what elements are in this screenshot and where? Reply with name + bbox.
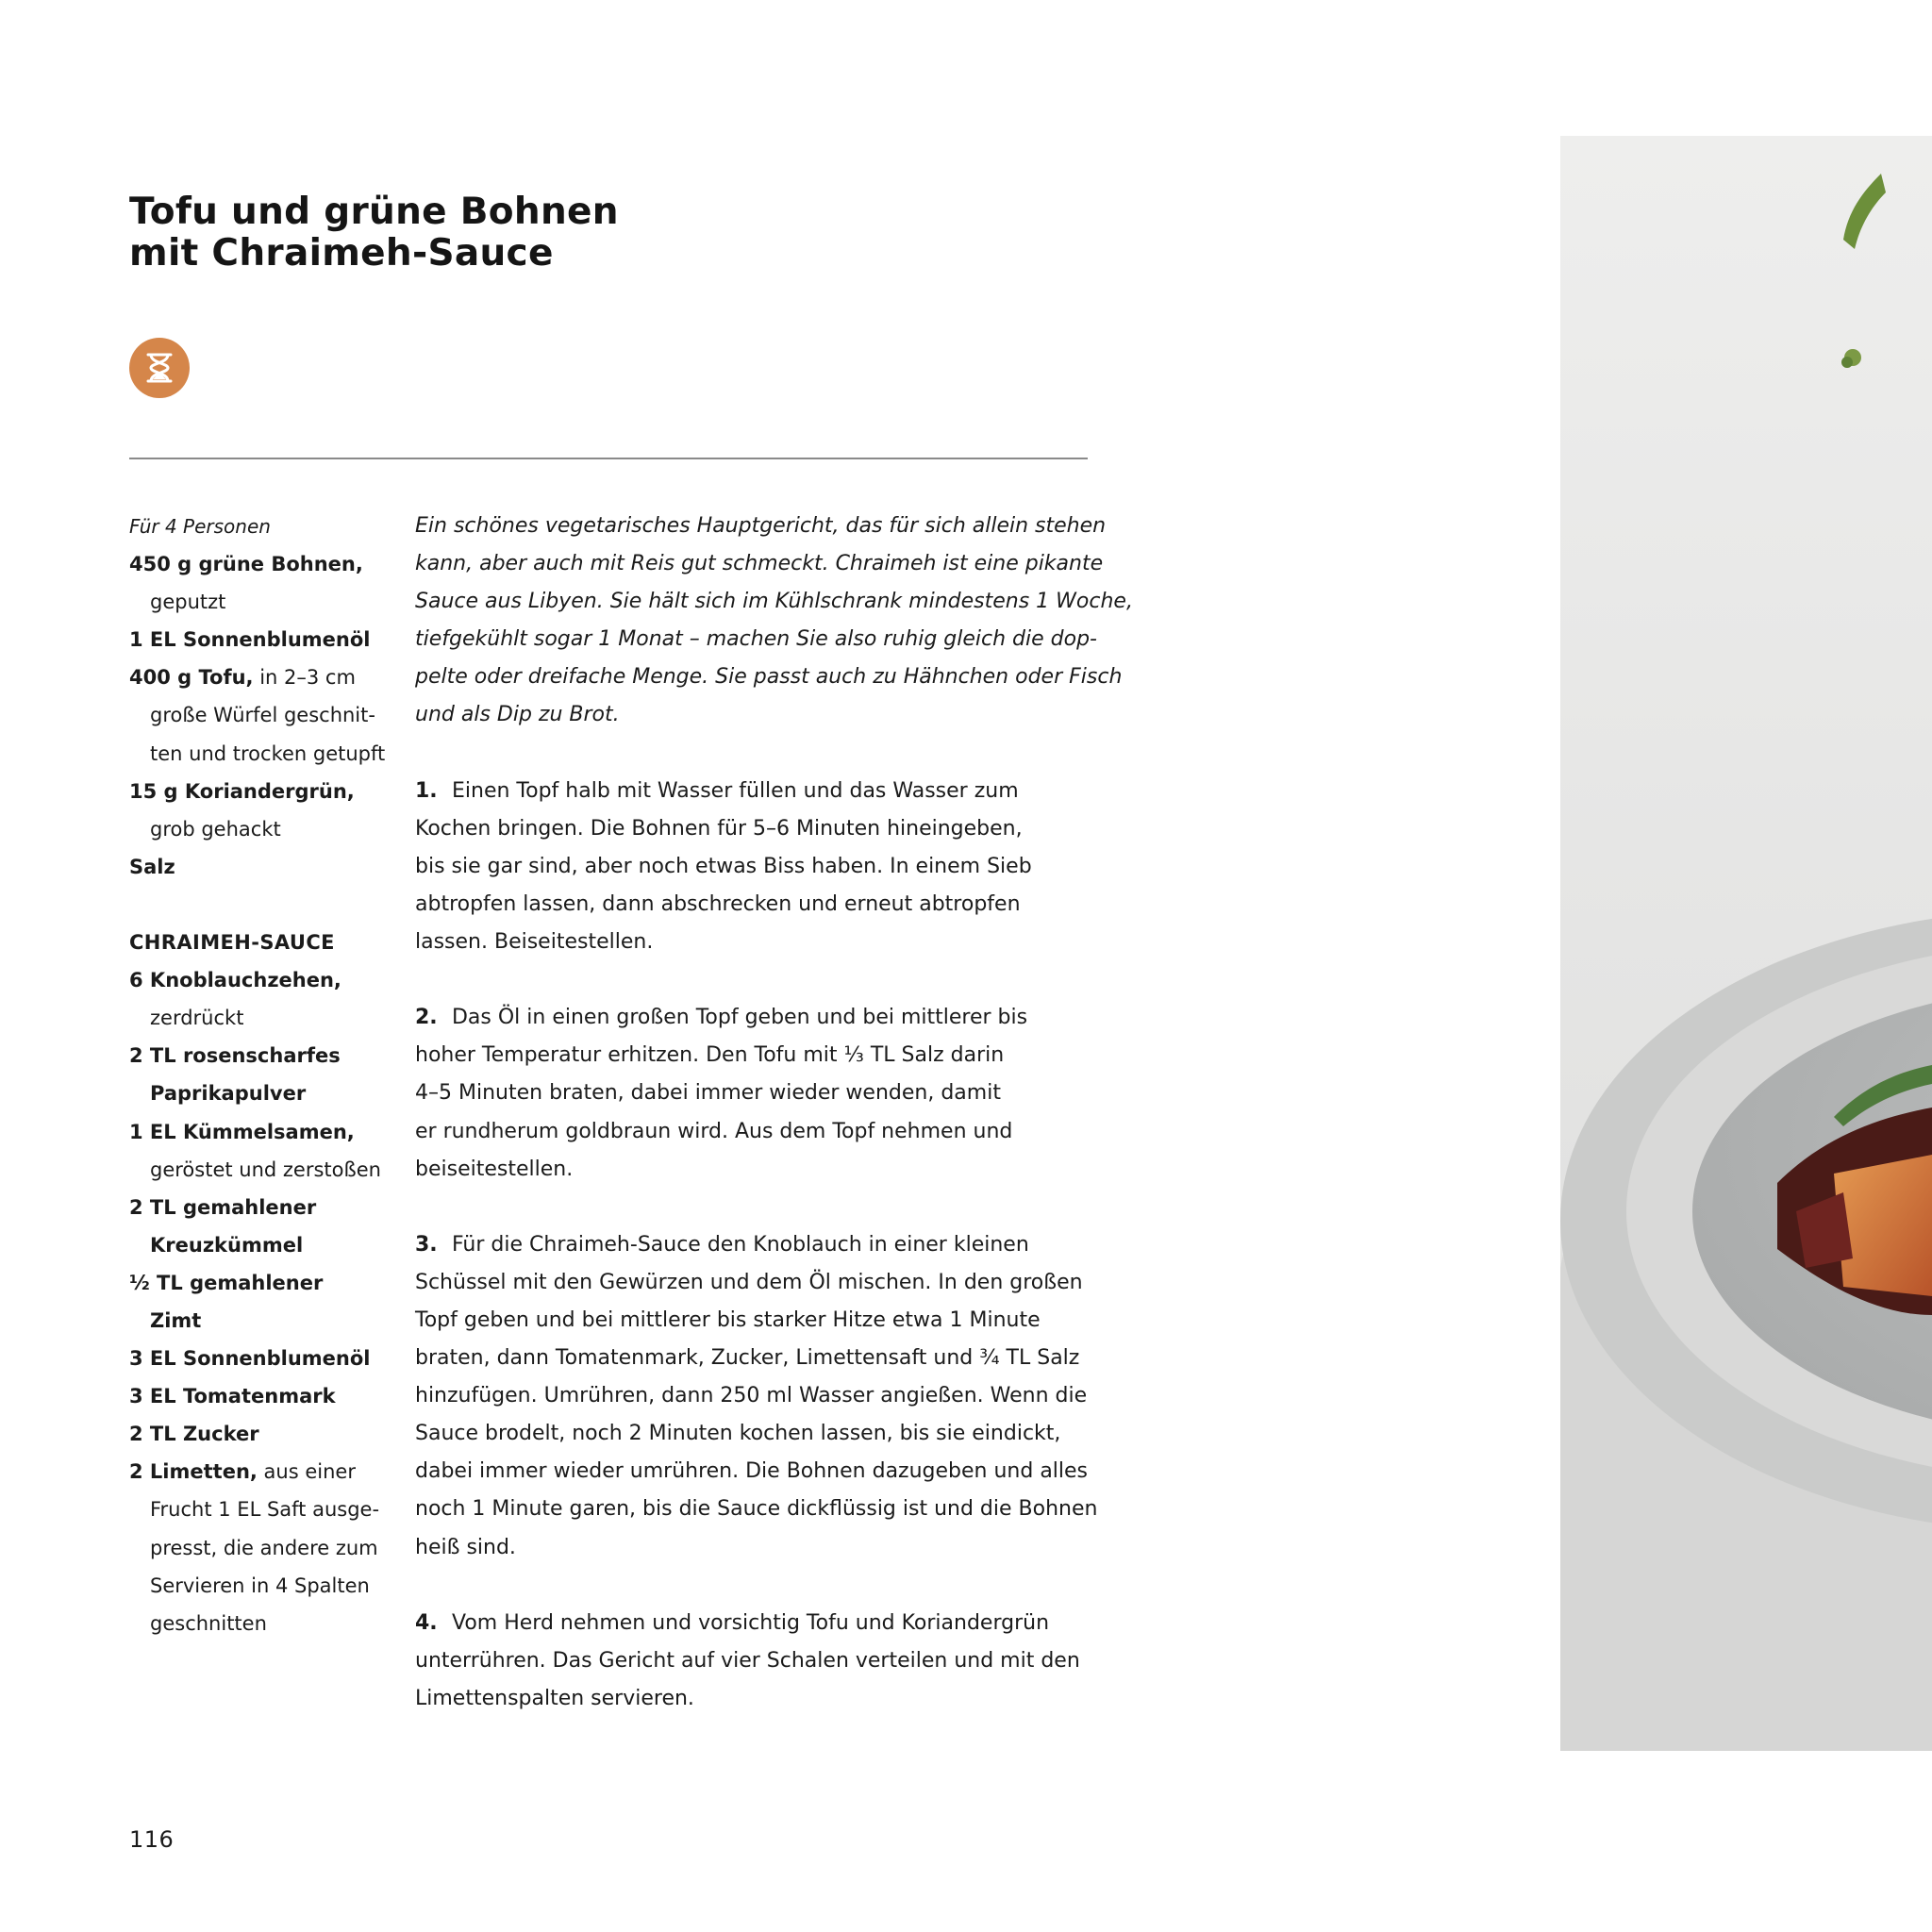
ingredient-amount: ½ TL gemahlener <box>129 1271 324 1294</box>
step-line: dabei immer wieder umrühren. Die Bohnen dazugeben und alles <box>415 1459 1089 1484</box>
ingredient-amount: 2 TL rosenscharfes <box>129 1044 341 1068</box>
recipe-title-line: mit Chraimeh-Sauce <box>129 232 554 275</box>
ingredient-line <box>129 1113 403 1151</box>
ingredient-item <box>129 1264 403 1340</box>
ingredient-note: in 2–3 cm <box>253 666 356 690</box>
dish-photo <box>1560 136 1932 1751</box>
intro-line: Ein schönes vegetarisches Hauptgericht, das für sich allein stehen <box>415 514 1107 538</box>
ingredient-item <box>129 1189 403 1264</box>
ingredient-line <box>129 999 403 1037</box>
ingredient-amount: 3 EL Sonnenblumenöl <box>129 1347 371 1371</box>
ingredient-amount: 1 EL Sonnenblumenöl <box>129 628 371 652</box>
recipe-title-line: Tofu und grüne Bohnen <box>129 191 619 233</box>
step-line: bis sie gar sind, aber noch etwas Biss haben. In einem Sieb <box>415 854 1032 878</box>
ingredient-note: geputzt <box>150 591 226 614</box>
step-line: 3. Für die Chraimeh-Sauce den Knoblauch in einer kleinen <box>415 1232 1029 1257</box>
ingredient-item <box>129 621 403 658</box>
ingredient-amount: 3 EL Tomatenmark <box>129 1385 336 1408</box>
step-line: hinzufügen. Umrühren, dann 250 ml Wasser angießen. Wenn die <box>415 1384 1088 1408</box>
ingredient-amount: 2 TL Zucker <box>129 1423 259 1446</box>
step-line: 4–5 Minuten braten, dabei immer wieder wenden, damit <box>415 1081 1001 1106</box>
step-list <box>415 773 1098 1718</box>
ingredient-item <box>129 1340 403 1377</box>
step-line: 2. Das Öl in einen großen Topf geben und bei mittlerer bis <box>415 1006 1028 1030</box>
ingredient-line <box>129 658 403 696</box>
method-column <box>415 508 1133 1756</box>
recipe-title <box>129 192 884 275</box>
step-number: 2. <box>415 1006 452 1030</box>
step-number: 4. <box>415 1610 452 1635</box>
ingredient-line <box>129 1074 403 1112</box>
ingredient-line <box>129 810 403 848</box>
ingredient-amount: Salz <box>129 855 175 878</box>
hourglass-icon <box>129 338 190 398</box>
sauce-heading: CHRAIMEH-SAUCE <box>129 931 335 955</box>
step-line: abtropfen lassen, dann abschrecken und erneut abtropfen <box>415 891 1021 916</box>
step-line: hoher Temperatur erhitzen. Den Tofu mit ⅓ TL Salz darin <box>415 1043 1005 1068</box>
recipe-intro <box>415 508 1133 735</box>
ingredient-note: Frucht 1 EL Saft ausge- <box>150 1498 380 1522</box>
intro-line: kann, aber auch mit Reis gut schmeckt. Chraimeh ist eine pikante <box>415 552 1104 576</box>
ingredient-amount: Kreuzkümmel <box>150 1233 304 1257</box>
ingredient-line <box>129 848 403 886</box>
ingredient-note: Servieren in 4 Spalten <box>150 1574 370 1597</box>
ingredient-line <box>129 773 403 810</box>
ingredient-note: ten und trocken getupft <box>150 741 386 765</box>
ingredient-note: aus einer <box>257 1460 356 1484</box>
ingredient-line <box>129 1264 403 1302</box>
step-line: beiseitestellen. <box>415 1157 574 1181</box>
ingredient-item <box>129 658 403 772</box>
step-line: Kochen bringen. Die Bohnen für 5–6 Minuten hineingeben, <box>415 816 1023 841</box>
ingredient-amount: Zimt <box>150 1308 202 1332</box>
ingredient-amount: 6 Knoblauchzehen, <box>129 969 341 992</box>
ingredient-amount: 2 TL gemahlener <box>129 1195 317 1219</box>
ingredient-note: geröstet und zerstoßen <box>150 1158 381 1181</box>
ingredient-amount: 1 EL Kümmelsamen, <box>129 1120 355 1143</box>
ingredient-line <box>129 1340 403 1377</box>
ingredient-line <box>129 696 403 734</box>
section-divider <box>129 458 1088 459</box>
ingredient-item <box>129 1037 403 1112</box>
ingredient-line <box>129 735 403 773</box>
ingredient-note: große Würfel geschnit- <box>150 704 375 727</box>
sauce-ingredient-list <box>129 961 403 1642</box>
ingredient-amount: Paprikapulver <box>150 1082 307 1106</box>
ingredient-line <box>129 583 403 621</box>
ingredient-line <box>129 1567 403 1605</box>
ingredient-item <box>129 961 403 1037</box>
ingredient-line <box>129 1302 403 1340</box>
ingredient-line <box>129 1377 403 1415</box>
page-number: 116 <box>129 1826 175 1853</box>
ingredient-item <box>129 848 403 886</box>
ingredient-item <box>129 773 403 848</box>
ingredient-item <box>129 545 403 621</box>
ingredient-item <box>129 1113 403 1189</box>
step-line: Sauce brodelt, noch 2 Minuten kochen lassen, bis sie eindickt, <box>415 1422 1061 1446</box>
ingredient-line <box>129 621 403 658</box>
ingredient-line <box>129 1151 403 1189</box>
ingredient-note: presst, die andere zum <box>150 1536 378 1559</box>
ingredient-item <box>129 1415 403 1453</box>
step-line: Limettenspalten servieren. <box>415 1686 694 1710</box>
step-number: 3. <box>415 1232 452 1257</box>
ingredient-list <box>129 545 403 886</box>
method-step <box>415 1605 1094 1718</box>
ingredient-line <box>129 961 403 999</box>
ingredient-line <box>129 1037 403 1074</box>
step-line: Topf geben und bei mittlerer bis starker Hitze etwa 1 Minute <box>415 1307 1041 1332</box>
ingredient-line <box>129 1453 403 1491</box>
step-line: noch 1 Minute garen, bis die Sauce dickflüssig ist und die Bohnen <box>415 1497 1098 1522</box>
intro-line: Sauce aus Libyen. Sie hält sich im Kühlschrank mindestens 1 Woche, <box>415 590 1133 614</box>
step-line: 1. Einen Topf halb mit Wasser füllen und das Wasser zum <box>415 778 1019 803</box>
step-line: 4. Vom Herd nehmen und vorsichtig Tofu und Koriandergrün <box>415 1610 1050 1635</box>
step-line: lassen. Beiseitestellen. <box>415 930 654 955</box>
ingredient-line <box>129 1529 403 1567</box>
intro-line: und als Dip zu Brot. <box>415 703 620 727</box>
method-step <box>415 999 1094 1188</box>
ingredient-line <box>129 1605 403 1642</box>
step-line: unterrühren. Das Gericht auf vier Schalen verteilen und mit den <box>415 1648 1080 1673</box>
step-line: heiß sind. <box>415 1535 516 1559</box>
intro-line: pelte oder dreifache Menge. Sie passt auch zu Hähnchen oder Fisch <box>415 665 1123 690</box>
step-line: Schüssel mit den Gewürzen und dem Öl mischen. In den großen <box>415 1270 1083 1294</box>
ingredient-item <box>129 1453 403 1641</box>
ingredient-note: geschnitten <box>150 1611 267 1635</box>
ingredient-item <box>129 1377 403 1415</box>
step-line: braten, dann Tomatenmark, Zucker, Limettensaft und ¾ TL Salz <box>415 1346 1080 1371</box>
ingredient-note: grob gehackt <box>150 817 281 841</box>
step-number: 1. <box>415 778 452 803</box>
ingredient-line <box>129 1415 403 1453</box>
ingredient-amount: 450 g grüne Bohnen, <box>129 553 363 576</box>
ingredient-amount: 15 g Koriandergrün, <box>129 779 355 803</box>
ingredient-note: zerdrückt <box>150 1007 244 1030</box>
ingredients-column <box>129 508 403 1642</box>
ingredient-line <box>129 545 403 583</box>
servings-label: Für 4 Personen <box>129 515 271 538</box>
ingredient-line <box>129 1189 403 1226</box>
ingredient-amount: 400 g Tofu, <box>129 666 254 690</box>
ingredient-line <box>129 1491 403 1528</box>
ingredient-line <box>129 1226 403 1264</box>
method-step <box>415 1226 1098 1567</box>
intro-line: tiefgekühlt sogar 1 Monat – machen Sie also ruhig gleich die dop- <box>415 627 1097 652</box>
step-line: er rundherum goldbraun wird. Aus dem Topf nehmen und <box>415 1119 1013 1143</box>
ingredient-amount: 2 Limetten, <box>129 1460 258 1484</box>
timer-badge <box>129 338 190 398</box>
method-step <box>415 773 1094 961</box>
